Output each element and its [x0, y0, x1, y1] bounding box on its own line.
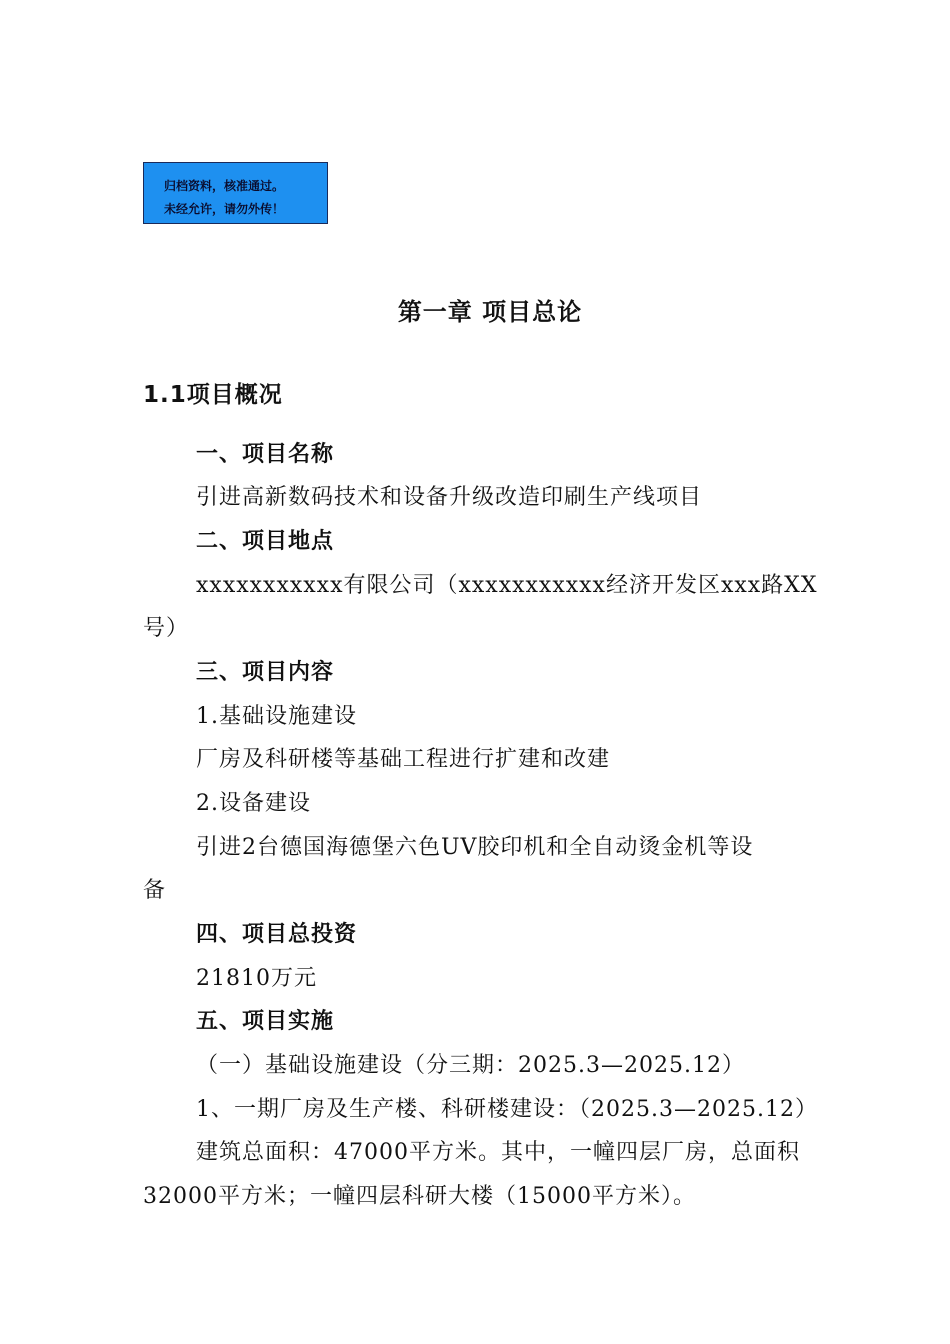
location-heading: 二、项目地点 [196, 529, 335, 554]
implementation-heading: 五、项目实施 [196, 1009, 335, 1034]
investment-text: 21810万元 [196, 966, 317, 991]
section-heading: 1.1项目概况 [143, 382, 283, 408]
location-text-line-2: 号） [143, 616, 190, 641]
stamp-line-2: 未经允许，请勿外传！ [164, 202, 285, 216]
implementation-item-1: 1、一期厂房及生产楼、科研楼建设：（2025.3—2025.12） [196, 1097, 818, 1122]
implementation-item-1-text-line-2: 32000平方米；一幢四层科研大楼（15000平方米）。 [143, 1184, 696, 1209]
chapter-title: 第一章 项目总论 [397, 298, 583, 326]
implementation-phase: （一）基础设施建设（分三期：2025.3—2025.12） [196, 1053, 745, 1078]
content-heading: 三、项目内容 [196, 660, 335, 685]
location-text-line-1: xxxxxxxxxxx有限公司（xxxxxxxxxxx经济开发区xxx路XX [196, 573, 818, 598]
content-sub-2-text-line-2: 备 [143, 878, 167, 903]
name-text: 引进高新数码技术和设备升级改造印刷生产线项目 [196, 485, 703, 510]
content-sub-1: 1.基础设施建设 [196, 704, 357, 729]
content-sub-1-text: 厂房及科研楼等基础工程进行扩建和改建 [196, 747, 611, 772]
stamp-line-1: 归档资料，核准通过。 [164, 179, 285, 193]
name-heading: 一、项目名称 [196, 442, 335, 467]
implementation-item-1-text-line-1: 建筑总面积：47000平方米。其中，一幢四层厂房，总面积 [196, 1140, 800, 1165]
archive-stamp [143, 162, 328, 224]
content-sub-2: 2.设备建设 [196, 791, 311, 816]
investment-heading: 四、项目总投资 [196, 922, 358, 947]
content-sub-2-text-line-1: 引进2台德国海德堡六色UV胶印机和全自动烫金机等设 [196, 835, 754, 860]
